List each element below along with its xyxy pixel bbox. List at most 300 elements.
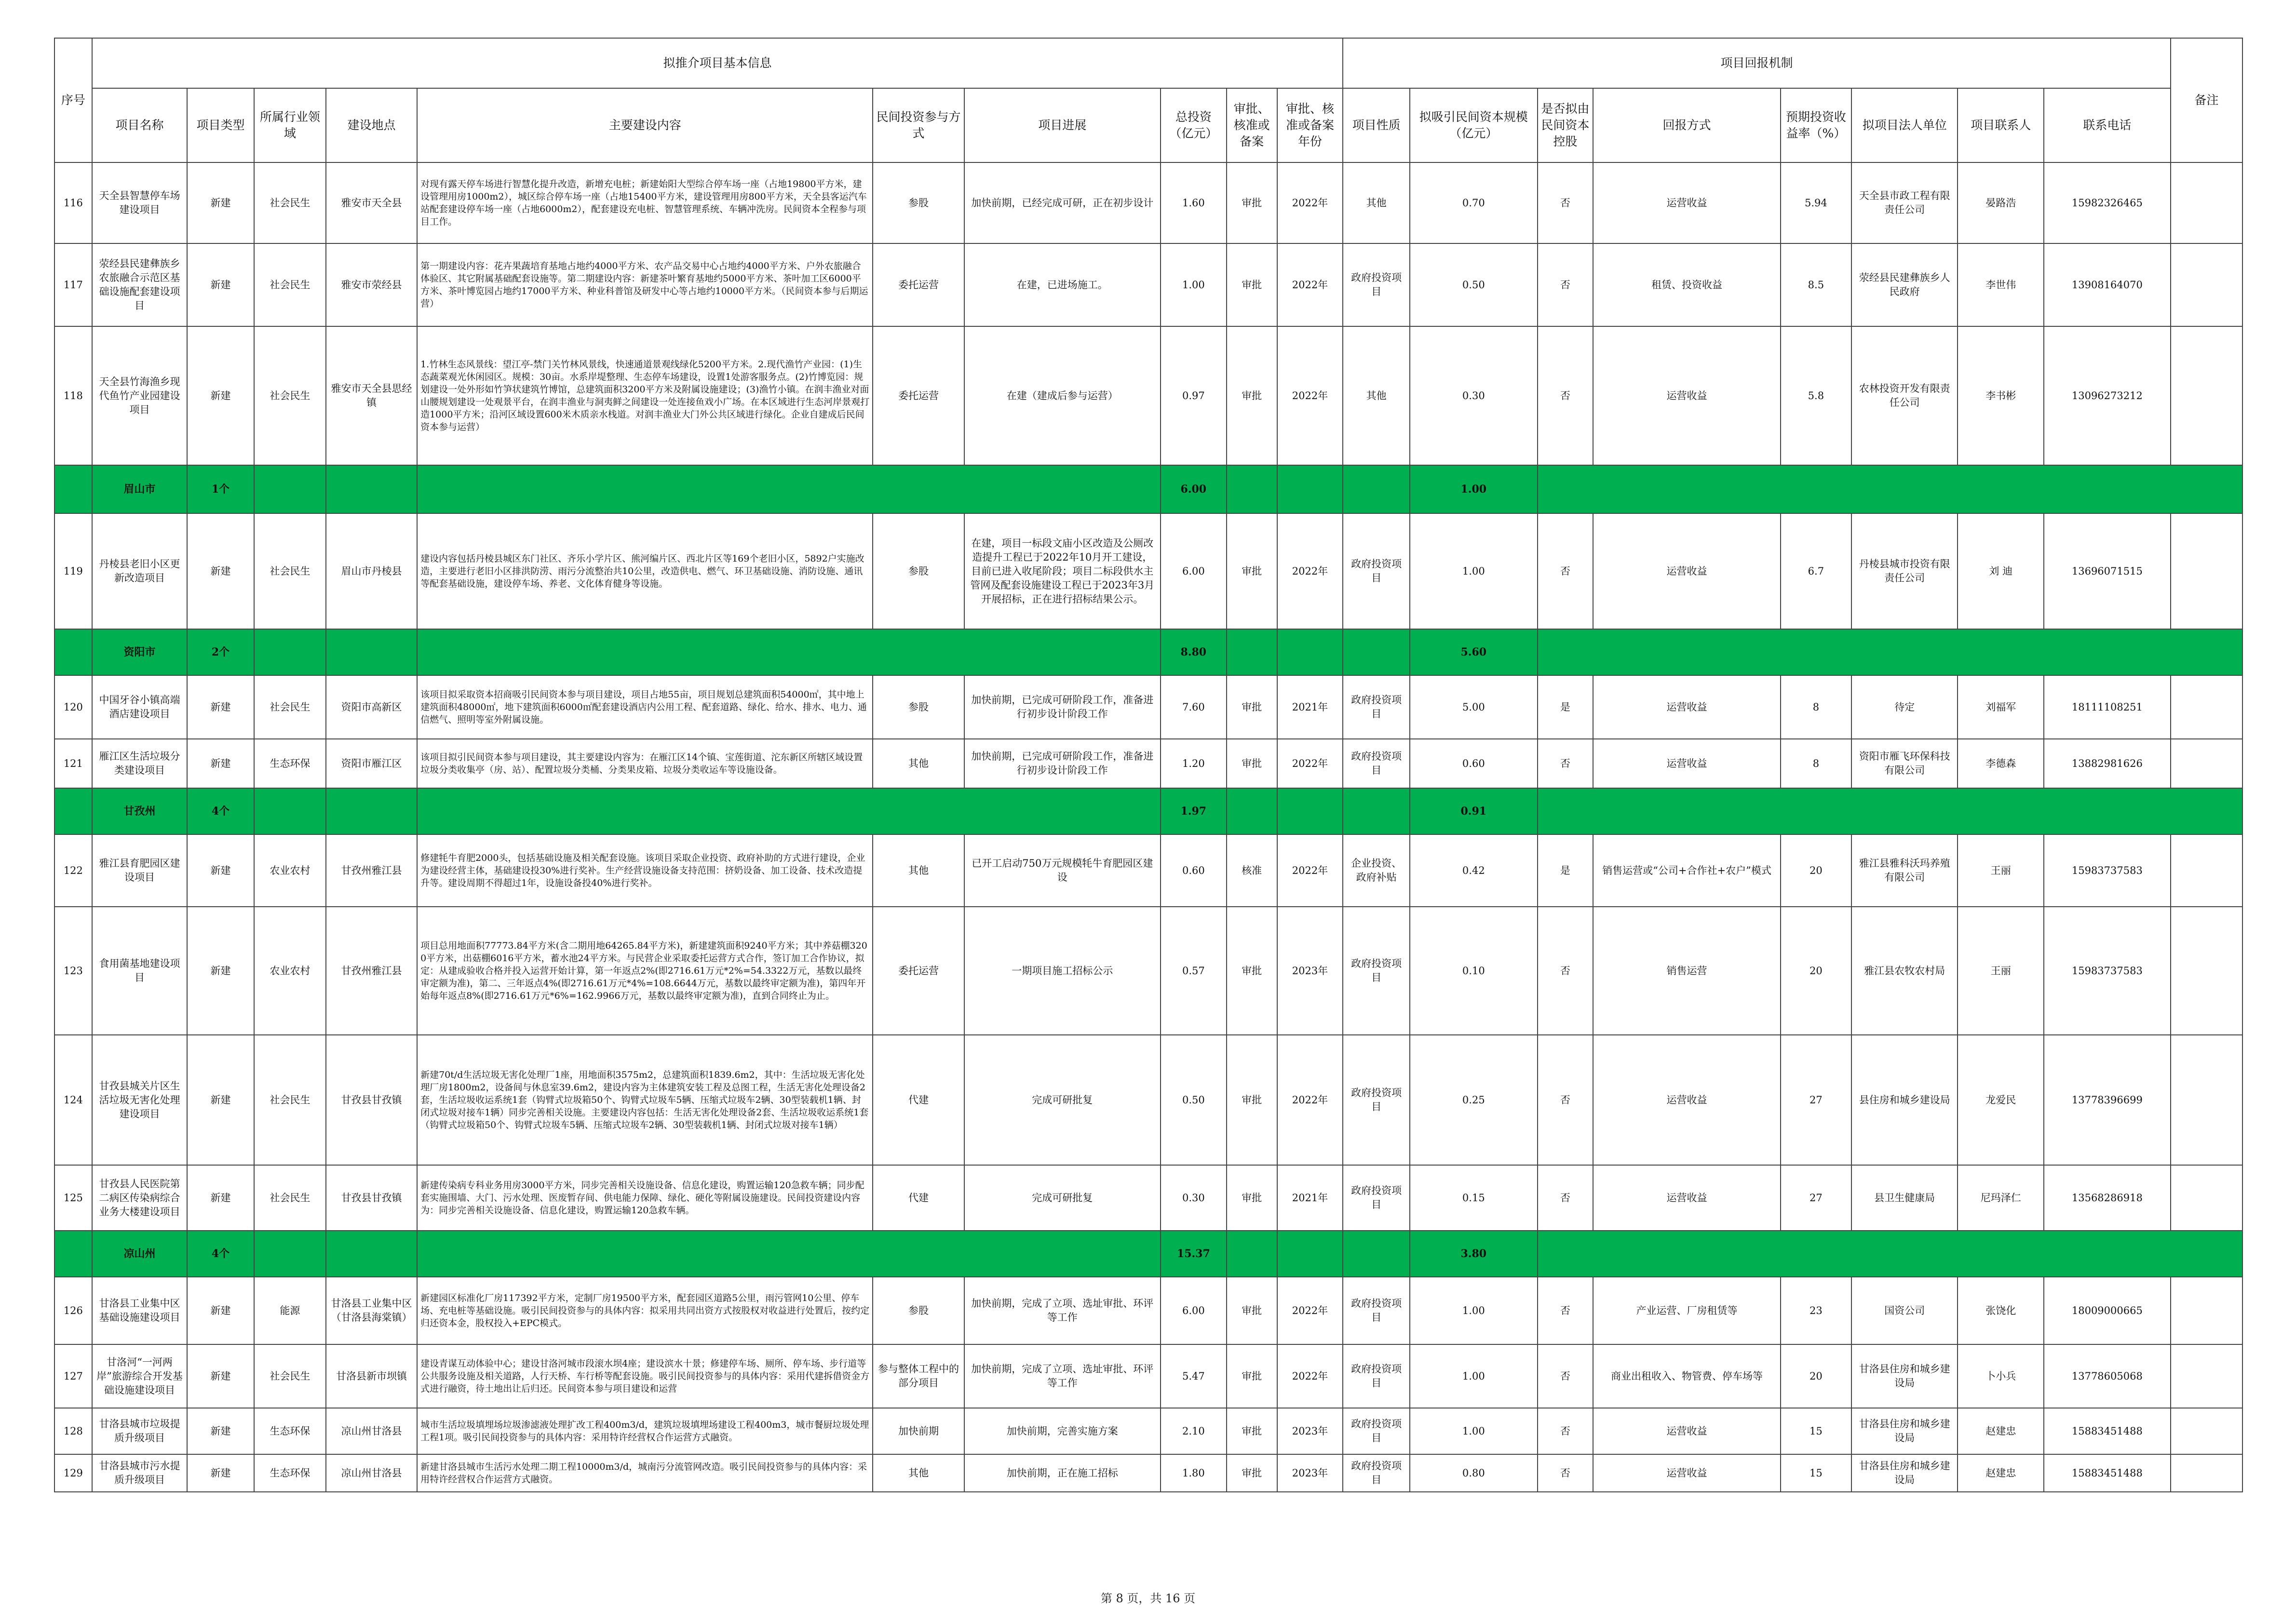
type-cell: 新建: [187, 1408, 254, 1454]
year-cell: 2022年: [1277, 513, 1343, 629]
mode-cell: 加快前期: [873, 1408, 964, 1454]
invest-cell: 1.00: [1161, 243, 1227, 326]
region-name-cell: 凉山州: [92, 1231, 187, 1277]
remark-cell: [2171, 162, 2242, 243]
contact-cell: 刘 迪: [1958, 513, 2044, 629]
region-invest-cell: 1.97: [1161, 788, 1227, 834]
control-cell: 否: [1538, 1035, 1594, 1165]
control-cell: 否: [1538, 1344, 1594, 1408]
approval-cell: 审批: [1227, 513, 1277, 629]
year-cell: 2022年: [1277, 1035, 1343, 1165]
content-cell: 第一期建设内容：花卉果蔬培育基地占地约4000平方米、农产品交易中心占地约4000平方米、户外农旅融合体验区、其它附属基础配套设施等。第二期建设内容：新建茶叶繁育基地约5000平方米、茶叶加工区6000平方米、茶叶博览园占地约17000平方米、种业科普馆及研发中心等占地约10000平方米。（民间资本参与后期运营）: [417, 243, 873, 326]
control-cell: 否: [1538, 162, 1594, 243]
table-row: [54, 243, 2242, 326]
group-blank-cell: [417, 629, 1161, 675]
rate-cell: 20: [1781, 907, 1851, 1035]
progress-cell: 完成可研批复: [964, 1165, 1161, 1231]
industry-cell: 社会民生: [254, 675, 326, 739]
rate-cell: 5.8: [1781, 326, 1851, 465]
table-row: [54, 907, 2242, 1035]
project-name-cell: 甘洛县城市垃圾提质升级项目: [92, 1408, 187, 1454]
project-name-cell: 甘洛县工业集中区基础设施建设项目: [92, 1277, 187, 1344]
group-blank-cell: [1227, 465, 1277, 513]
industry-cell: 社会民生: [254, 162, 326, 243]
year-cell: 2022年: [1277, 326, 1343, 465]
nature-cell: 其他: [1343, 162, 1410, 243]
content-cell: 新建传染病专科业务用房3000平方米，同步完善相关设施设备、信息化建设，购置运输120急救车辆；同步配套实施围墙、大门、污水处理、医废暂存间、供电能力保障、绿化、硬化等附属设施建设。民间投资建设内容为：同步完善相关设施设备、信息化建设，购置运输120急救车辆。: [417, 1165, 873, 1231]
column-header: 项目性质: [1343, 88, 1410, 162]
region-name-cell: 眉山市: [92, 465, 187, 513]
rate-cell: 5.94: [1781, 162, 1851, 243]
mode-cell: 委托运营: [873, 907, 964, 1035]
seq-cell: 126: [54, 1277, 92, 1344]
industry-cell: 生态环保: [254, 1408, 326, 1454]
phone-cell: 15983737583: [2044, 834, 2171, 907]
year-cell: 2022年: [1277, 1344, 1343, 1408]
location-cell: 甘洛县新市坝镇: [326, 1344, 417, 1408]
type-cell: 新建: [187, 162, 254, 243]
owner-cell: 待定: [1851, 675, 1958, 739]
contact-cell: 赵建忠: [1958, 1408, 2044, 1454]
type-cell: 新建: [187, 1165, 254, 1231]
column-header: 民间投资参与方式: [873, 88, 964, 162]
group-blank-cell: [1538, 788, 2242, 834]
nature-cell: 政府投资项目: [1343, 1165, 1410, 1231]
column-header: 建设地点: [326, 88, 417, 162]
project-name-cell: 雁江区生活垃圾分类建设项目: [92, 739, 187, 788]
location-cell: 雅安市天全县思经镇: [326, 326, 417, 465]
group-blank-cell: [1277, 788, 1343, 834]
private-invest-cell: 0.70: [1410, 162, 1538, 243]
content-cell: 城市生活垃圾填埋场垃圾渗滤液处理扩改工程400m3/d，建筑垃圾填埋场建设工程400m3，城市餐厨垃圾处理工程1项。吸引民间投资参与的具体内容：采用特许经营权合作运营方式融资。: [417, 1408, 873, 1454]
type-cell: 新建: [187, 243, 254, 326]
content-cell: 对现有露天停车场进行智慧化提升改造，新增充电桩；新建始阳大型综合停车场一座（占地19800平方米，建设管理用房1000m2），城区综合停车场一座（占地15400平方米，建设管理用房800平方米，天全县客运汽车站配套建设停车场一座（占地6000m2），配套建设充电桩、智慧管理系统、车辆冲洗房。民间资本全程参与项目工作。: [417, 162, 873, 243]
seq-cell: 121: [54, 739, 92, 788]
control-cell: 否: [1538, 326, 1594, 465]
group-blank-cell: [54, 1231, 92, 1277]
mode-cell: 参股: [873, 162, 964, 243]
owner-cell: 资阳市雁飞环保科技有限公司: [1851, 739, 1958, 788]
seq-cell: 124: [54, 1035, 92, 1165]
content-cell: 1.竹林生态风景线：望江亭-禁门关竹林风景线，快速通道景观线绿化5200平方米。2.现代渔竹产业园：(1)生态蔬菜观光休闲园区。规模：30亩。水系岸堤整理、生态停车场建设，设置1处游客服务点。(2)竹博览园：规划建设一处外形如竹笋状建筑竹博馆，总建筑面积3200平方米及附属设施建设；(3)渔竹小镇。在润丰渔业对面山腰规划建设一处观景平台，在润丰渔业与洞夷鲜之间建设一处连接鱼戏小广场。在本区域进行生态河岸景观打造1000平方米；沿河区域设置600米木质亲水栈道。对润丰渔业大门外公共区域进行绿化。企业自建成后民间资本参与运营）: [417, 326, 873, 465]
group-blank-cell: [417, 788, 1161, 834]
region-private-cell: 5.60: [1410, 629, 1538, 675]
location-cell: 甘洛县工业集中区（甘洛县海棠镇）: [326, 1277, 417, 1344]
contact-cell: 刘福军: [1958, 675, 2044, 739]
year-cell: 2022年: [1277, 243, 1343, 326]
approval-cell: 审批: [1227, 675, 1277, 739]
type-cell: 新建: [187, 907, 254, 1035]
return-cell: 租赁、投资收益: [1593, 243, 1781, 326]
location-cell: 资阳市雁江区: [326, 739, 417, 788]
phone-cell: 18111108251: [2044, 675, 2171, 739]
control-cell: 否: [1538, 1408, 1594, 1454]
mode-cell: 其他: [873, 739, 964, 788]
approval-cell: 审批: [1227, 1344, 1277, 1408]
approval-cell: 审批: [1227, 326, 1277, 465]
rate-cell: 20: [1781, 1344, 1851, 1408]
nature-cell: 政府投资项目: [1343, 907, 1410, 1035]
invest-cell: 6.00: [1161, 1277, 1227, 1344]
mode-cell: 参股: [873, 1277, 964, 1344]
nature-cell: 企业投资、政府补贴: [1343, 834, 1410, 907]
return-cell: 运营收益: [1593, 1408, 1781, 1454]
progress-cell: 加快前期，已经完成可研，正在初步设计: [964, 162, 1161, 243]
industry-cell: 社会民生: [254, 326, 326, 465]
project-name-cell: 天全县竹海渔乡现代鱼竹产业园建设项目: [92, 326, 187, 465]
contact-cell: 张饶化: [1958, 1277, 2044, 1344]
location-cell: 资阳市高新区: [326, 675, 417, 739]
private-invest-cell: 0.15: [1410, 1165, 1538, 1231]
nature-cell: 政府投资项目: [1343, 1035, 1410, 1165]
control-cell: 否: [1538, 1165, 1594, 1231]
seq-cell: 125: [54, 1165, 92, 1231]
remark-cell: [2171, 326, 2242, 465]
type-cell: 新建: [187, 1344, 254, 1408]
nature-cell: 政府投资项目: [1343, 1277, 1410, 1344]
industry-cell: 社会民生: [254, 243, 326, 326]
mode-cell: 其他: [873, 834, 964, 907]
table-row: [54, 162, 2242, 243]
group-blank-cell: [1538, 465, 2242, 513]
phone-cell: 15982326465: [2044, 162, 2171, 243]
control-cell: 否: [1538, 1277, 1594, 1344]
group-blank-cell: [54, 629, 92, 675]
owner-cell: 雅江县农牧农村局: [1851, 907, 1958, 1035]
control-cell: 否: [1538, 739, 1594, 788]
content-cell: 新建甘洛县城市生活污水处理二期工程10000m3/d，城南污分流管网改造。吸引民间投资参与的具体内容：采用特许经营权合作运营方式融资。: [417, 1454, 873, 1492]
group-blank-cell: [54, 465, 92, 513]
approval-cell: 审批: [1227, 162, 1277, 243]
rate-cell: 8: [1781, 739, 1851, 788]
group-blank-cell: [254, 788, 326, 834]
industry-cell: 社会民生: [254, 1344, 326, 1408]
region-count-cell: 4个: [187, 1231, 254, 1277]
content-cell: 该项目拟引民间资本参与项目建设，其主要建设内容为：在雁江区14个镇、宝莲街道、沱东新区所辖区域设置垃圾分类收集亭（房、站）、配置垃圾分类桶、分类果皮箱、垃圾分类收运车等设施设备。: [417, 739, 873, 788]
mode-cell: 委托运营: [873, 243, 964, 326]
nature-cell: 政府投资项目: [1343, 243, 1410, 326]
return-cell: 运营收益: [1593, 739, 1781, 788]
contact-cell: 赵建忠: [1958, 1454, 2044, 1492]
remark-cell: [2171, 834, 2242, 907]
mode-cell: 代建: [873, 1035, 964, 1165]
return-cell: 运营收益: [1593, 675, 1781, 739]
remark-cell: [2171, 1035, 2242, 1165]
remark-cell: [2171, 243, 2242, 326]
type-cell: 新建: [187, 675, 254, 739]
owner-cell: 雅江县雅科沃玛养殖有限公司: [1851, 834, 1958, 907]
location-cell: 雅安市荥经县: [326, 243, 417, 326]
remark-header: 备注: [2171, 38, 2242, 162]
approval-cell: 核准: [1227, 834, 1277, 907]
group-blank-cell: [254, 629, 326, 675]
group-blank-cell: [1538, 629, 2242, 675]
nature-cell: 其他: [1343, 326, 1410, 465]
owner-cell: 甘洛县住房和城乡建设局: [1851, 1454, 1958, 1492]
region-invest-cell: 15.37: [1161, 1231, 1227, 1277]
region-name-cell: 甘孜州: [92, 788, 187, 834]
table-row: [54, 1408, 2242, 1454]
column-header: 审批、核准或备案: [1227, 88, 1277, 162]
table-row: [54, 1454, 2242, 1492]
private-invest-cell: 0.80: [1410, 1454, 1538, 1492]
remark-cell: [2171, 739, 2242, 788]
region-subtotal-row: [54, 788, 2242, 834]
column-header: 所属行业领域: [254, 88, 326, 162]
progress-cell: 完成可研批复: [964, 1035, 1161, 1165]
group-header-return: 项目回报机制: [1343, 38, 2170, 88]
contact-cell: 晏路浩: [1958, 162, 2044, 243]
content-cell: 修建牦牛育肥2000头，包括基础设施及相关配套设施。该项目采取企业投资、政府补助的方式进行建设，企业为建设经营主体，基础建设投30%进行奖补。生产经营设施设备支持范围：挤奶设备、加工设备、技术改造提升等。建设周期不得超过1年，设施设备投40%进行奖补。: [417, 834, 873, 907]
phone-cell: 15983737583: [2044, 907, 2171, 1035]
seq-cell: 123: [54, 907, 92, 1035]
nature-cell: 政府投资项目: [1343, 1344, 1410, 1408]
rate-cell: 23: [1781, 1277, 1851, 1344]
region-private-cell: 1.00: [1410, 465, 1538, 513]
approval-cell: 审批: [1227, 907, 1277, 1035]
control-cell: 否: [1538, 1454, 1594, 1492]
remark-cell: [2171, 1165, 2242, 1231]
project-name-cell: 甘洛河“一河两岸”旅游综合开发基础设施建设项目: [92, 1344, 187, 1408]
project-name-cell: 荥经县民建彝族乡农旅融合示范区基础设施配套建设项目: [92, 243, 187, 326]
table-row: [54, 1035, 2242, 1165]
column-header: 回报方式: [1593, 88, 1781, 162]
contact-cell: 卜小兵: [1958, 1344, 2044, 1408]
group-blank-cell: [1227, 629, 1277, 675]
type-cell: 新建: [187, 326, 254, 465]
group-blank-cell: [326, 788, 417, 834]
table-row: [54, 513, 2242, 629]
type-cell: 新建: [187, 1277, 254, 1344]
seq-cell: 116: [54, 162, 92, 243]
content-cell: 建设青谋互动体验中心；建设甘洛河城市段滚水坝4座；建设滨水十景；修建停车场、厕所、停车场、步行道等公共服务设施及相关道路，人行天桥、车行桥等配套设施。吸引民间投资参与的具体内容：采用代建拆借资金方式进行融资，待土地出让后归还。民间资本参与项目建设和运营: [417, 1344, 873, 1408]
industry-cell: 生态环保: [254, 1454, 326, 1492]
column-header: 是否拟由民间资本控股: [1538, 88, 1594, 162]
invest-cell: 1.80: [1161, 1454, 1227, 1492]
private-invest-cell: 1.00: [1410, 1344, 1538, 1408]
nature-cell: 政府投资项目: [1343, 513, 1410, 629]
group-header-basic: 拟推介项目基本信息: [92, 38, 1343, 88]
approval-cell: 审批: [1227, 1277, 1277, 1344]
approval-cell: 审批: [1227, 739, 1277, 788]
invest-cell: 0.57: [1161, 907, 1227, 1035]
mode-cell: 参与整体工程中的部分项目: [873, 1344, 964, 1408]
control-cell: 否: [1538, 243, 1594, 326]
progress-cell: 加快前期，已完成可研阶段工作，准备进行初步设计阶段工作: [964, 739, 1161, 788]
column-header: 拟项目法人单位: [1851, 88, 1958, 162]
location-cell: 凉山州甘洛县: [326, 1408, 417, 1454]
nature-cell: 政府投资项目: [1343, 1408, 1410, 1454]
group-blank-cell: [326, 629, 417, 675]
group-blank-cell: [1227, 1231, 1277, 1277]
type-cell: 新建: [187, 834, 254, 907]
industry-cell: 农业农村: [254, 907, 326, 1035]
project-name-cell: 甘孜县人民医院第二病区传染病综合业务大楼建设项目: [92, 1165, 187, 1231]
seq-cell: 119: [54, 513, 92, 629]
group-blank-cell: [1538, 1231, 2242, 1277]
invest-cell: 0.97: [1161, 326, 1227, 465]
year-cell: 2021年: [1277, 1165, 1343, 1231]
table-row: [54, 1344, 2242, 1408]
rate-cell: 27: [1781, 1035, 1851, 1165]
location-cell: 眉山市丹棱县: [326, 513, 417, 629]
invest-cell: 7.60: [1161, 675, 1227, 739]
progress-cell: 加快前期，正在施工招标: [964, 1454, 1161, 1492]
column-header: 项目类型: [187, 88, 254, 162]
approval-cell: 审批: [1227, 1454, 1277, 1492]
private-invest-cell: 0.60: [1410, 739, 1538, 788]
seq-cell: 122: [54, 834, 92, 907]
progress-cell: 加快前期，完善实施方案: [964, 1408, 1161, 1454]
contact-cell: 王丽: [1958, 907, 2044, 1035]
project-name-cell: 丹棱县老旧小区更新改造项目: [92, 513, 187, 629]
contact-cell: 王丽: [1958, 834, 2044, 907]
project-name-cell: 食用菌基地建设项目: [92, 907, 187, 1035]
remark-cell: [2171, 907, 2242, 1035]
region-private-cell: 3.80: [1410, 1231, 1538, 1277]
private-invest-cell: 0.42: [1410, 834, 1538, 907]
region-count-cell: 4个: [187, 788, 254, 834]
group-blank-cell: [326, 465, 417, 513]
group-blank-cell: [1343, 465, 1410, 513]
industry-cell: 社会民生: [254, 1165, 326, 1231]
year-cell: 2022年: [1277, 834, 1343, 907]
group-blank-cell: [1227, 788, 1277, 834]
industry-cell: 能源: [254, 1277, 326, 1344]
progress-cell: 一期项目施工招标公示: [964, 907, 1161, 1035]
region-invest-cell: 8.80: [1161, 629, 1227, 675]
region-private-cell: 0.91: [1410, 788, 1538, 834]
remark-cell: [2171, 1454, 2242, 1492]
industry-cell: 社会民生: [254, 513, 326, 629]
progress-cell: 加快前期，完成了立项、选址审批、环评等工作: [964, 1344, 1161, 1408]
control-cell: 是: [1538, 675, 1594, 739]
seq-cell: 129: [54, 1454, 92, 1492]
return-cell: 销售运营: [1593, 907, 1781, 1035]
remark-cell: [2171, 1408, 2242, 1454]
invest-cell: 6.00: [1161, 513, 1227, 629]
phone-cell: 18009000665: [2044, 1277, 2171, 1344]
group-blank-cell: [1277, 629, 1343, 675]
phone-cell: 15883451488: [2044, 1408, 2171, 1454]
year-cell: 2023年: [1277, 1454, 1343, 1492]
remark-cell: [2171, 513, 2242, 629]
approval-cell: 审批: [1227, 243, 1277, 326]
phone-cell: 13778396699: [2044, 1035, 2171, 1165]
seq-cell: 117: [54, 243, 92, 326]
control-cell: 否: [1538, 907, 1594, 1035]
mode-cell: 参股: [873, 513, 964, 629]
return-cell: 运营收益: [1593, 326, 1781, 465]
return-cell: 运营收益: [1593, 162, 1781, 243]
return-cell: 运营收益: [1593, 1165, 1781, 1231]
phone-cell: 13882981626: [2044, 739, 2171, 788]
group-blank-cell: [417, 1231, 1161, 1277]
location-cell: 甘孜州雅江县: [326, 834, 417, 907]
rate-cell: 20: [1781, 834, 1851, 907]
rate-cell: 15: [1781, 1454, 1851, 1492]
contact-cell: 李德森: [1958, 739, 2044, 788]
rate-cell: 27: [1781, 1165, 1851, 1231]
table-row: [54, 1165, 2242, 1231]
industry-cell: 社会民生: [254, 1035, 326, 1165]
private-invest-cell: 0.10: [1410, 907, 1538, 1035]
group-blank-cell: [326, 1231, 417, 1277]
owner-cell: 丹棱县城市投资有限责任公司: [1851, 513, 1958, 629]
phone-cell: 13568286918: [2044, 1165, 2171, 1231]
mode-cell: 参股: [873, 675, 964, 739]
progress-cell: 在建，项目一标段文庙小区改造及公厕改造提升工程已于2022年10月开工建设，目前已进入收尾阶段；项目二标段供水主管网及配套设施建设工程已于2023年3月开展招标，正在进行招标结果公示。: [964, 513, 1161, 629]
column-header: 项目名称: [92, 88, 187, 162]
phone-cell: 13908164070: [2044, 243, 2171, 326]
private-invest-cell: 1.00: [1410, 1408, 1538, 1454]
progress-cell: 已开工启动750万元规模牦牛育肥园区建设: [964, 834, 1161, 907]
column-header: 预期投资收益率（%）: [1781, 88, 1851, 162]
approval-cell: 审批: [1227, 1165, 1277, 1231]
return-cell: 商业出租收入、物管费、停车场等: [1593, 1344, 1781, 1408]
region-invest-cell: 6.00: [1161, 465, 1227, 513]
year-cell: 2023年: [1277, 907, 1343, 1035]
owner-cell: 县住房和城乡建设局: [1851, 1035, 1958, 1165]
seq-header: 序号: [54, 38, 92, 162]
progress-cell: 在建，已进场施工。: [964, 243, 1161, 326]
seq-cell: 120: [54, 675, 92, 739]
table-row: [54, 675, 2242, 739]
return-cell: 运营收益: [1593, 513, 1781, 629]
private-invest-cell: 1.00: [1410, 513, 1538, 629]
table-row: [54, 834, 2242, 907]
location-cell: 雅安市天全县: [326, 162, 417, 243]
table-row: [54, 739, 2242, 788]
nature-cell: 政府投资项目: [1343, 1454, 1410, 1492]
phone-cell: 13096273212: [2044, 326, 2171, 465]
private-invest-cell: 1.00: [1410, 1277, 1538, 1344]
page-number-footer: 第 8 页，共 16 页: [1100, 1592, 1196, 1605]
contact-cell: 李书彬: [1958, 326, 2044, 465]
group-blank-cell: [417, 465, 1161, 513]
column-header: 项目进展: [964, 88, 1161, 162]
return-cell: 运营收益: [1593, 1454, 1781, 1492]
phone-cell: 13696071515: [2044, 513, 2171, 629]
group-blank-cell: [1343, 629, 1410, 675]
remark-cell: [2171, 1344, 2242, 1408]
owner-cell: 天全县市政工程有限责任公司: [1851, 162, 1958, 243]
year-cell: 2022年: [1277, 1277, 1343, 1344]
invest-cell: 0.30: [1161, 1165, 1227, 1231]
owner-cell: 荥经县民建彝族乡人民政府: [1851, 243, 1958, 326]
type-cell: 新建: [187, 1035, 254, 1165]
group-blank-cell: [254, 465, 326, 513]
industry-cell: 农业农村: [254, 834, 326, 907]
group-blank-cell: [1343, 788, 1410, 834]
column-header: 项目联系人: [1958, 88, 2044, 162]
year-cell: 2022年: [1277, 739, 1343, 788]
group-blank-cell: [254, 1231, 326, 1277]
rate-cell: 8: [1781, 675, 1851, 739]
table-row: [54, 1277, 2242, 1344]
approval-cell: 审批: [1227, 1035, 1277, 1165]
location-cell: 甘孜州雅江县: [326, 907, 417, 1035]
return-cell: 产业运营、厂房租赁等: [1593, 1277, 1781, 1344]
region-subtotal-row: [54, 1231, 2242, 1277]
group-blank-cell: [1277, 465, 1343, 513]
remark-cell: [2171, 675, 2242, 739]
seq-cell: 128: [54, 1408, 92, 1454]
location-cell: 凉山州甘洛县: [326, 1454, 417, 1492]
return-cell: 运营收益: [1593, 1035, 1781, 1165]
owner-cell: 县卫生健康局: [1851, 1165, 1958, 1231]
nature-cell: 政府投资项目: [1343, 739, 1410, 788]
